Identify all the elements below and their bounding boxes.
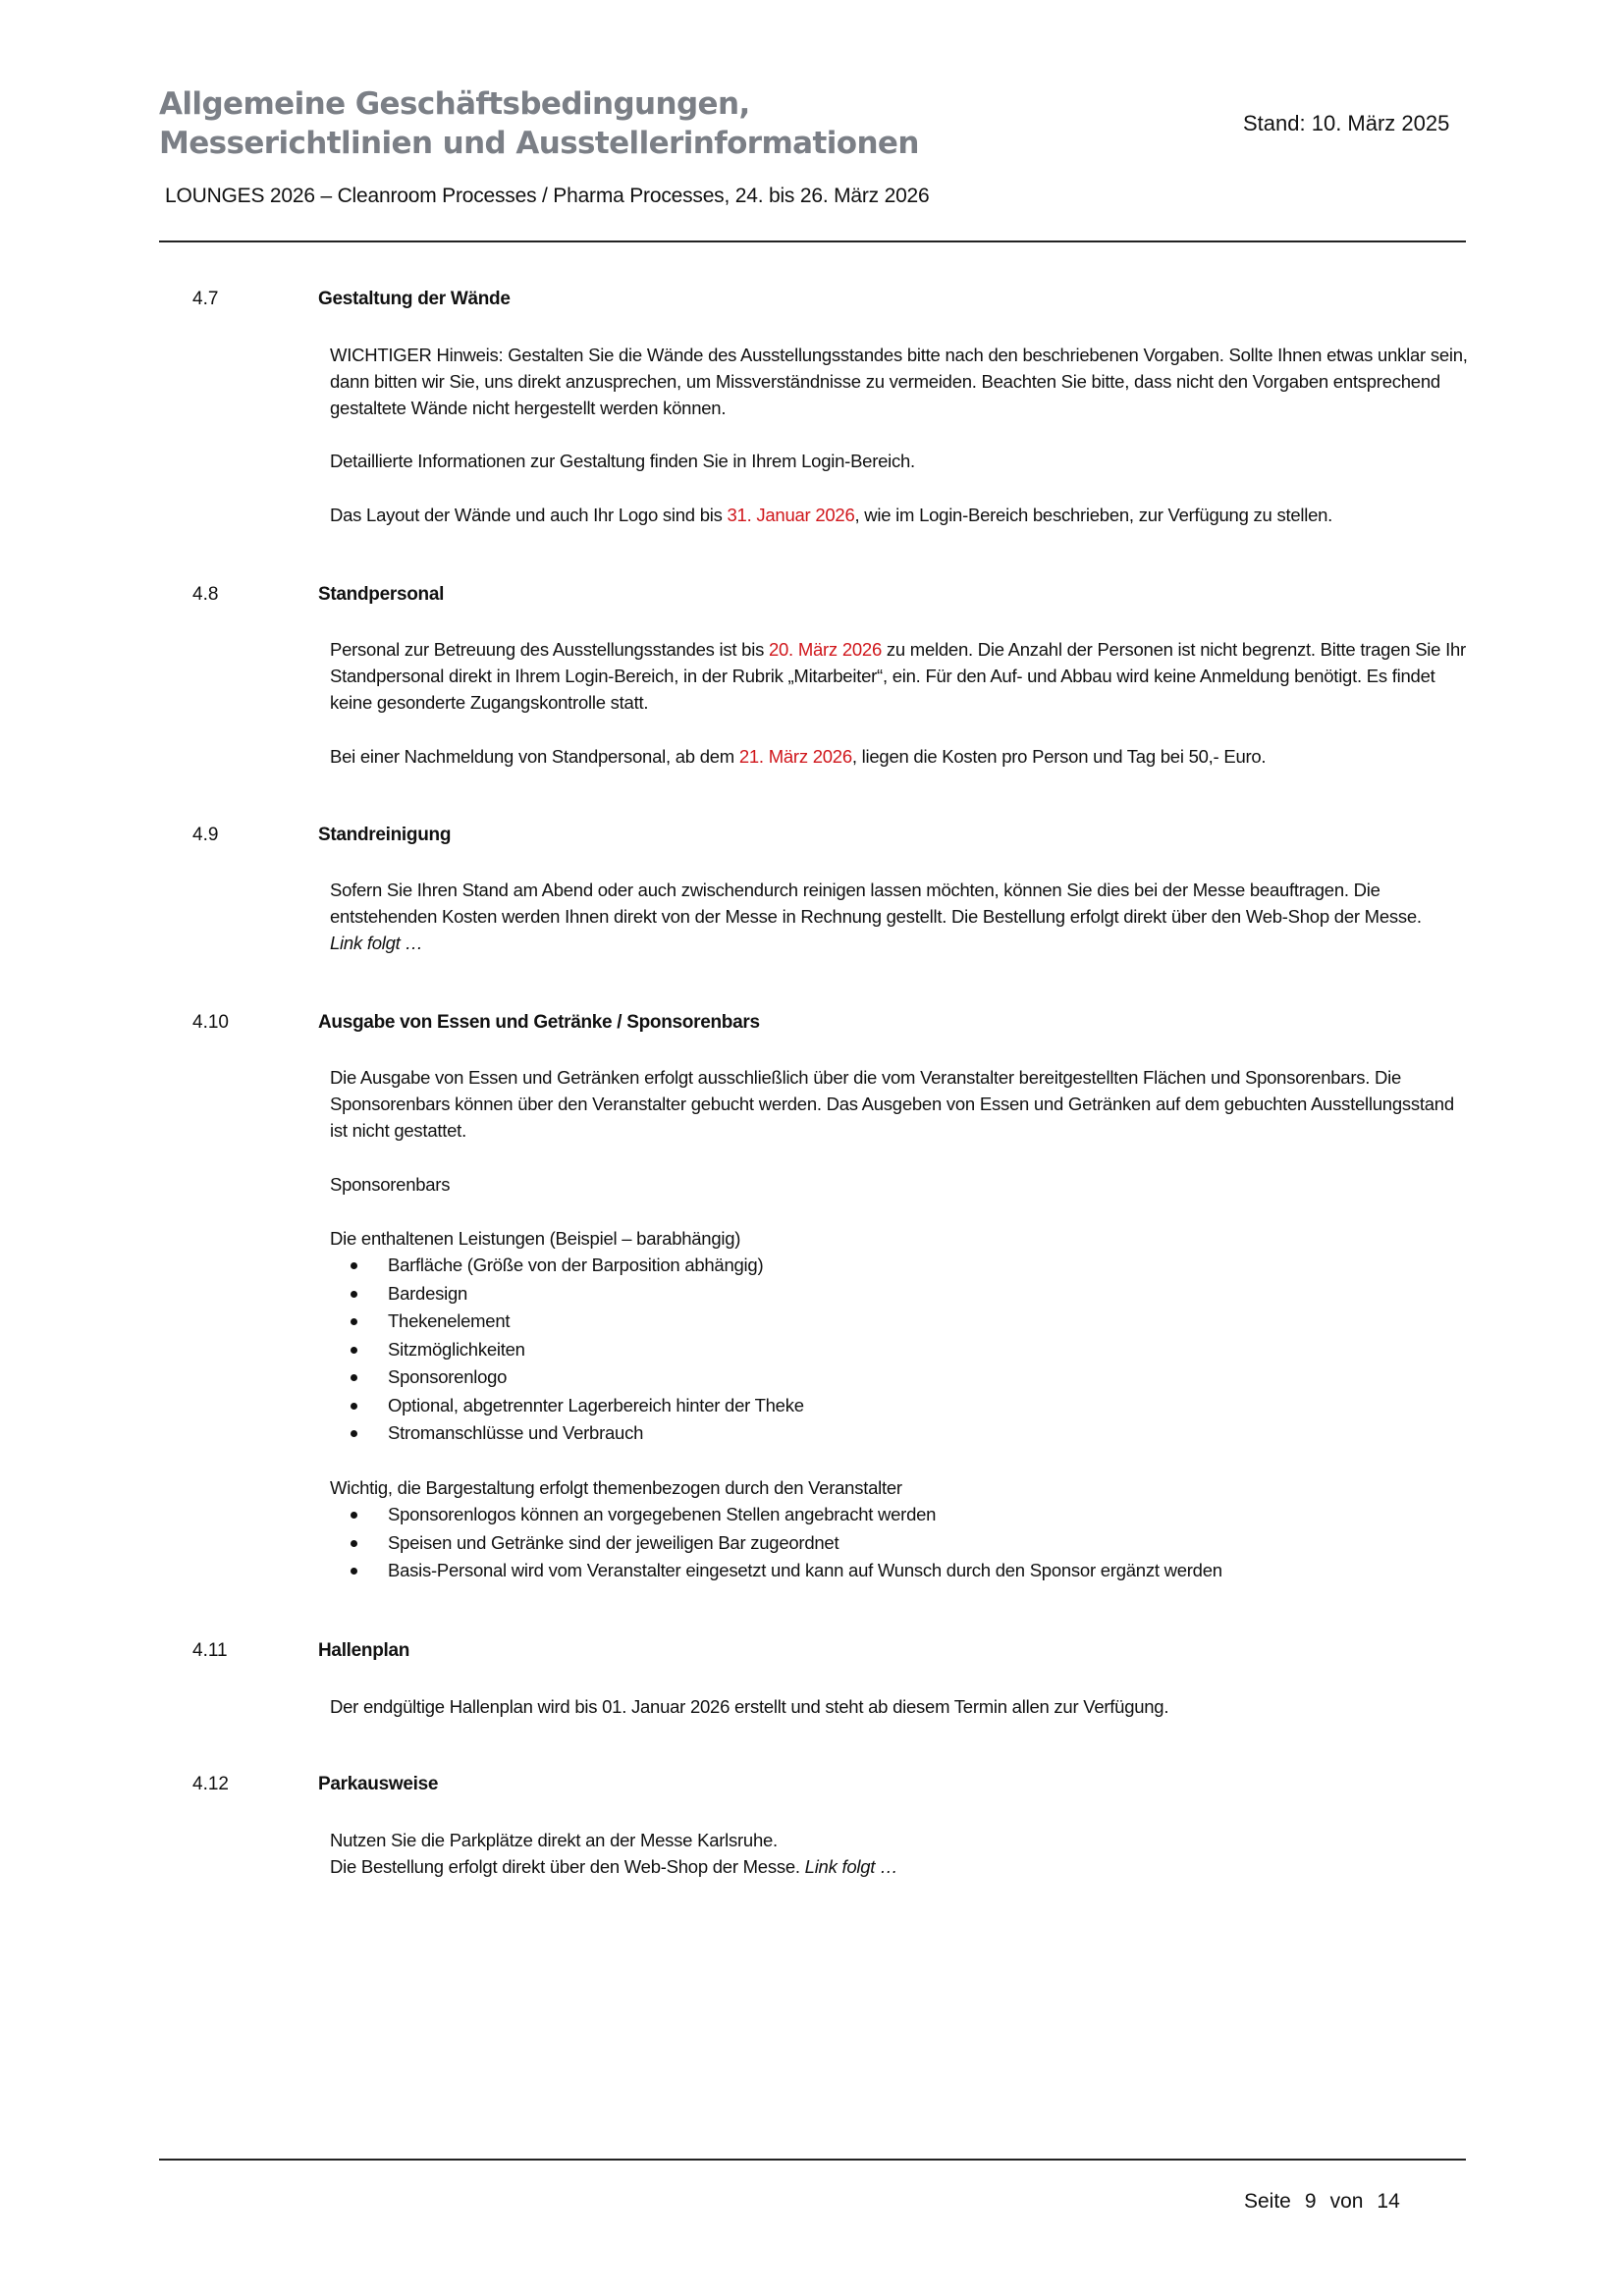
list-item bbox=[330, 1392, 1469, 1420]
list-item-text: Sitzmöglichkeiten bbox=[388, 1338, 525, 1360]
page-number bbox=[1244, 2190, 1414, 2214]
bullet-icon bbox=[351, 1403, 357, 1410]
text: , liegen die Kosten pro Person und Tag bei 50,- Euro. bbox=[851, 746, 1267, 767]
section-number: 4.7 bbox=[192, 289, 219, 309]
paragraph: Sponsorenbars bbox=[330, 1174, 451, 1195]
section-title: Gestaltung der Wände bbox=[318, 289, 511, 309]
text: Personal zur Betreuung des Ausstellungsstandes ist bis bbox=[330, 639, 769, 660]
section-number: 4.9 bbox=[192, 825, 219, 845]
list-item bbox=[330, 1557, 1469, 1585]
bullet-icon bbox=[351, 1291, 357, 1298]
document-title bbox=[159, 84, 919, 163]
link-placeholder: Link folgt … bbox=[804, 1856, 898, 1877]
section-number: 4.12 bbox=[192, 1774, 229, 1794]
list-item bbox=[330, 1336, 1469, 1364]
deadline-date: 20. März 2026 bbox=[768, 639, 882, 660]
list-item-text: Speisen und Getränke sind der jeweiligen Bar zugeordnet bbox=[388, 1531, 839, 1553]
list-item-text: Optional, abgetrennter Lagerbereich hinter der Theke bbox=[388, 1394, 804, 1415]
section-number: 4.8 bbox=[192, 584, 219, 605]
notes-list bbox=[330, 1501, 1469, 1585]
bullet-icon bbox=[351, 1262, 357, 1269]
document-title-line-2: Messerichtlinien und Ausstellerinformationen bbox=[159, 126, 919, 161]
list-item-text: Basis-Personal wird vom Veranstalter eingesetzt und kann auf Wunsch durch den Sponsor ergänzt werden bbox=[388, 1560, 1222, 1580]
text: Bei einer Nachmeldung von Standpersonal, ab dem bbox=[330, 746, 739, 767]
of-label: von bbox=[1329, 2190, 1364, 2213]
paragraph: Der endgültige Hallenplan wird bis 01. Januar 2026 erstellt und steht ab diesem Termin allen zur Verfügung. bbox=[330, 1696, 1169, 1717]
section-title: Ausgabe von Essen und Getränke / Sponsorenbars bbox=[318, 1012, 760, 1033]
page-label: Seite bbox=[1244, 2190, 1291, 2213]
text: Die Bestellung erfolgt direkt über den Web-Shop der Messe. bbox=[330, 1856, 805, 1877]
paragraph: Detaillierte Informationen zur Gestaltung finden Sie in Ihrem Login-Bereich. bbox=[330, 451, 915, 471]
section-number: 4.11 bbox=[192, 1640, 228, 1661]
current-page: 9 bbox=[1304, 2190, 1317, 2213]
bullet-icon bbox=[351, 1540, 357, 1547]
bullet-icon bbox=[351, 1568, 357, 1575]
bullet-icon bbox=[351, 1512, 357, 1519]
list-item-text: Bardesign bbox=[388, 1282, 468, 1304]
deadline-date: 21. März 2026 bbox=[738, 746, 852, 767]
services-list bbox=[330, 1252, 1469, 1448]
paragraph: WICHTIGER Hinweis: Gestalten Sie die Wände des Ausstellungsstandes bitte nach den beschriebenen Vorgaben. Sollte Ihnen etwas unklar sein, dann bitten wir Sie, uns direkt anzusprechen, um Missverständnisse zu vermeiden. Beachten Sie bitte, dass nicht den Vorgaben entsprechend gestaltete Wände nicht hergestellt werden können. bbox=[330, 345, 1468, 419]
section-title: Standreinigung bbox=[318, 825, 452, 845]
text: zu melden. Die Anzahl der Personen ist nicht begrenzt. Bitte tragen Sie Ihr Standpersonal direkt in Ihrem Login-Bereich, in der Rubrik „Mitarbeiter“, ein. Für den Auf- und Abbau wird keine Anmeldung benötigt. Es findet keine gesonderte Zugangskontrolle statt. bbox=[330, 639, 1466, 714]
bullet-icon bbox=[351, 1347, 357, 1354]
list-item bbox=[330, 1529, 1469, 1558]
paragraph bbox=[330, 743, 1469, 770]
list-item bbox=[330, 1501, 1469, 1529]
footer-divider bbox=[159, 2159, 1466, 2161]
text: , wie im Login-Bereich beschrieben, zur Verfügung zu stellen. bbox=[854, 505, 1333, 525]
deadline-date: 31. Januar 2026 bbox=[727, 505, 855, 525]
paragraph bbox=[330, 1853, 1469, 1880]
section-title: Standpersonal bbox=[318, 584, 445, 605]
paragraph bbox=[330, 877, 1439, 957]
revision-date: Stand: 10. März 2025 bbox=[1243, 111, 1450, 135]
section-title: Parkausweise bbox=[318, 1774, 439, 1794]
total-pages: 14 bbox=[1377, 2190, 1400, 2213]
text: Sofern Sie Ihren Stand am Abend oder auch zwischendurch reinigen lassen möchten, können Sie dies bei der Messe beauftragen. Die entstehenden Kosten werden Ihnen direkt von der Messe in Rechnung gestellt. Die Bestellung erfolgt direkt über den Web-Shop der Messe. bbox=[330, 880, 1422, 928]
list-item bbox=[330, 1363, 1469, 1392]
document-title-line-1: Allgemeine Geschäftsbedingungen, bbox=[159, 86, 750, 122]
section-number: 4.10 bbox=[192, 1012, 229, 1033]
link-placeholder: Link folgt … bbox=[330, 933, 423, 954]
paragraph: Die Ausgabe von Essen und Getränken erfolgt ausschließlich über die vom Veranstalter bereitgestellten Flächen und Sponsorenbars. Die Sponsorenbars können über den Veranstalter gebucht werden. Das Ausgeben von Essen und Getränken auf dem gebuchten Ausstellungsstand ist nicht gestattet. bbox=[330, 1067, 1454, 1142]
paragraph bbox=[330, 636, 1469, 717]
paragraph: Wichtig, die Bargestaltung erfolgt themenbezogen durch den Veranstalter bbox=[330, 1477, 902, 1498]
list-item-text: Thekenelement bbox=[388, 1310, 511, 1331]
list-item bbox=[330, 1419, 1469, 1448]
header-divider bbox=[159, 240, 1466, 242]
paragraph: Die enthaltenen Leistungen (Beispiel – barabhängig) bbox=[330, 1228, 741, 1249]
bullet-icon bbox=[351, 1430, 357, 1437]
bullet-icon bbox=[351, 1318, 357, 1325]
list-item bbox=[330, 1308, 1469, 1336]
paragraph bbox=[330, 502, 1469, 528]
paragraph: Nutzen Sie die Parkplätze direkt an der Messe Karlsruhe. bbox=[330, 1830, 778, 1850]
bullet-icon bbox=[351, 1374, 357, 1381]
section-title: Hallenplan bbox=[318, 1640, 410, 1661]
list-item-text: Sponsorenlogos können an vorgegebenen Stellen angebracht werden bbox=[388, 1504, 937, 1524]
event-subtitle: LOUNGES 2026 – Cleanroom Processes / Pharma Processes, 24. bis 26. März 2026 bbox=[165, 185, 930, 207]
list-item-text: Barfläche (Größe von der Barposition abhängig) bbox=[388, 1255, 764, 1275]
list-item bbox=[330, 1280, 1469, 1308]
text: Das Layout der Wände und auch Ihr Logo sind bis bbox=[330, 505, 728, 525]
list-item bbox=[330, 1252, 1469, 1280]
list-item-text: Stromanschlüsse und Verbrauch bbox=[388, 1422, 644, 1443]
list-item-text: Sponsorenlogo bbox=[388, 1366, 508, 1387]
